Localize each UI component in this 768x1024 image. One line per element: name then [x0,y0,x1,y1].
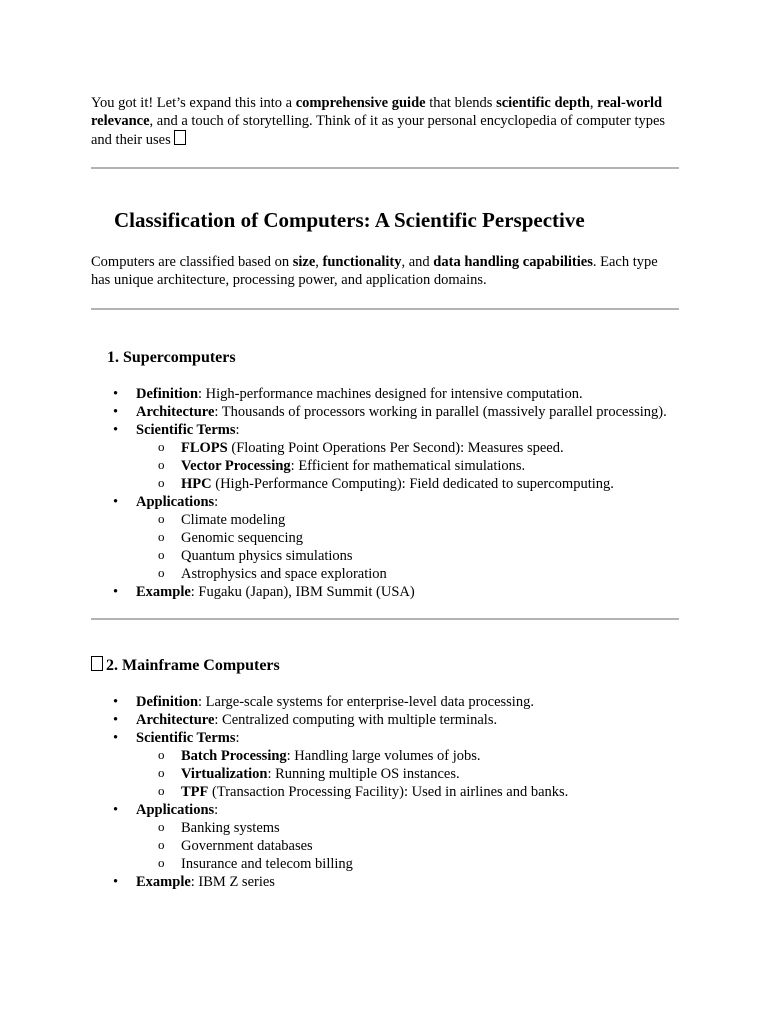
sublist-item: o Government databases [136,837,679,855]
list-item: • Scientific Terms: o FLOPS (Floating Point Operations Per Second): Measures speed. o Vector Processing: Efficient for mathematical simulations. o HPC (High-Performance Computing): Field dedicated to supercomputing. [91,421,679,493]
sublist-item: o Astrophysics and space exploration [136,565,679,583]
page-title: Classification of Computers: A Scientific Perspective [114,208,585,232]
list-item: • Architecture: Centralized computing with multiple terminals. [91,711,679,729]
list-item: • Applications: o Banking systems o Government databases o Insurance and telecom billing [91,801,679,873]
list-item: • Definition: Large-scale systems for enterprise-level data processing. [91,693,679,711]
sublist [136,819,679,873]
missing-glyph-icon [91,656,103,671]
sublist-item: o TPF (Transaction Processing Facility): Used in airlines and banks. [136,783,679,801]
divider [91,167,679,169]
list-item: • Example: Fugaku (Japan), IBM Summit (USA) [91,583,679,601]
sublist-item: o Batch Processing: Handling large volumes of jobs. [136,747,679,765]
document-page [91,94,679,891]
sublist-item: o Virtualization: Running multiple OS instances. [136,765,679,783]
list-item: • Definition: High-performance machines designed for intensive computation. [91,385,679,403]
sublist [136,747,679,801]
section-title-supercomputers: 1. Supercomputers [107,349,236,366]
sublist [136,511,679,583]
missing-glyph-icon [174,130,186,145]
sublist-item: o Vector Processing: Efficient for mathematical simulations. [136,457,679,475]
list-item: • Scientific Terms: o Batch Processing: Handling large volumes of jobs. o Virtualization: Running multiple OS instances. o TPF (Transaction Processing Facility): Used in airlines and banks. [91,729,679,801]
sublist-item: o Banking systems [136,819,679,837]
sublist-item: o FLOPS (Floating Point Operations Per Second): Measures speed. [136,439,679,457]
divider [91,618,679,620]
sublist-item: o Quantum physics simulations [136,547,679,565]
sublist-item: o Climate modeling [136,511,679,529]
sublist-item: o Genomic sequencing [136,529,679,547]
list-item: • Example: IBM Z series [91,873,679,891]
divider [91,308,679,310]
lead-paragraph: Computers are classified based on size, functionality, and data handling capabilities. Each type has unique architecture, processing power, and application domains. [91,254,658,288]
supercomputers-list [91,385,679,601]
sublist [136,439,679,493]
sublist-item: o Insurance and telecom billing [136,855,679,873]
mainframe-list [91,693,679,891]
list-item: • Applications: o Climate modeling o Genomic sequencing o Quantum physics simulations o Astrophysics and space exploration [91,493,679,583]
section-title-mainframe: 2. Mainframe Computers [91,656,679,676]
list-item: • Architecture: Thousands of processors working in parallel (massively parallel processing). [91,403,679,421]
sublist-item: o HPC (High-Performance Computing): Field dedicated to supercomputing. [136,475,679,493]
intro-paragraph: You got it! Let’s expand this into a comprehensive guide that blends scientific depth, real-world relevance, and a touch of storytelling. Think of it as your personal encyclopedia of computer types and their uses [91,95,666,148]
